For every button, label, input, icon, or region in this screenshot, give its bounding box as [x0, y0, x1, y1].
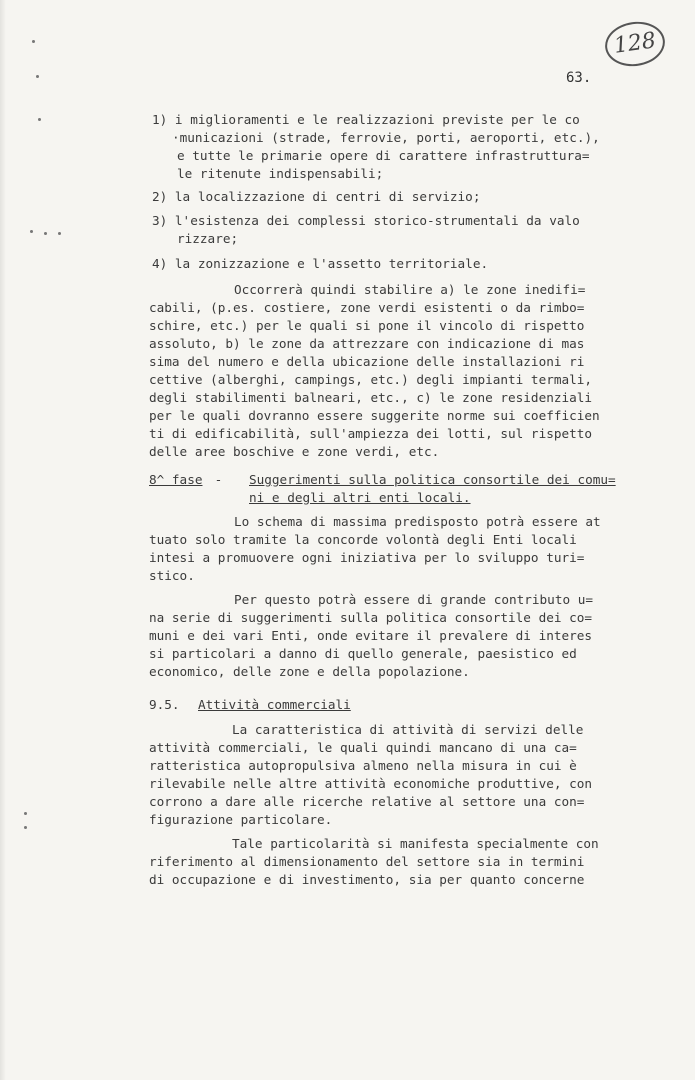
paragraph-1-line-7: degli stabilimenti balneari, etc., c) le zone residenziali — [149, 390, 593, 405]
paragraph-5-line-3: di occupazione e di investimento, sia per quanto concerne — [149, 872, 585, 887]
paragraph-4-line-5: corrono a dare alle ricerche relative al settore una con= — [149, 794, 585, 809]
phase-dash: - — [207, 472, 230, 487]
list-item-3-line-1: 3) l'esistenza dei complessi storico-strumentali da valo — [152, 213, 580, 228]
list-item-1-line-3: e tutte le primarie opere di carattere infrastruttura= — [177, 148, 590, 163]
paragraph-4-line-4: rilevabile nelle altre attività economiche produttive, con — [149, 776, 593, 791]
margin-dot — [32, 40, 35, 43]
paragraph-1-line-5: sima del numero e della ubicazione delle installazioni ri — [149, 354, 585, 369]
list-item-2: 2) la localizzazione di centri di servizio; — [152, 189, 481, 204]
paragraph-3-line-3: muni e dei vari Enti, onde evitare il prevalere di interes — [149, 628, 593, 643]
section-number: 9.5. — [149, 697, 180, 712]
margin-dot — [24, 812, 27, 815]
paragraph-2-line-1: Lo schema di massima predisposto potrà essere at — [234, 514, 601, 529]
paragraph-2-line-2: tuato solo tramite la concorde volontà degli Enti locali — [149, 532, 577, 547]
paragraph-4-line-2: attività commerciali, le quali quindi mancano di una ca= — [149, 740, 577, 755]
paragraph-1-line-6: cettive (alberghi, campings, etc.) degli impianti termali, — [149, 372, 593, 387]
paragraph-2-line-3: intesi a promuovere ogni iniziativa per lo sviluppo turi= — [149, 550, 585, 565]
phase-label: 8^ fase — [149, 472, 203, 487]
paragraph-4-line-6: figurazione particolare. — [149, 812, 333, 827]
paragraph-4-line-1: La caratteristica di attività di servizi delle — [232, 722, 584, 737]
paragraph-3-line-4: si particolari a danno di quello generale, paesistico ed — [149, 646, 577, 661]
page-stamp: 128 — [602, 18, 668, 70]
section-title: Attività commerciali — [198, 697, 351, 712]
paragraph-1-line-9: ti di edificabilità, sull'ampiezza dei lotti, sul rispetto — [149, 426, 593, 441]
paragraph-1-line-3: schire, etc.) per le quali si pone il vincolo di rispetto — [149, 318, 585, 333]
paragraph-1-line-4: assoluto, b) le zone da attrezzare con indicazione di mas — [149, 336, 585, 351]
paragraph-5-line-1: Tale particolarità si manifesta specialmente con — [232, 836, 599, 851]
margin-dot — [24, 826, 27, 829]
paragraph-1-line-1: Occorrerà quindi stabilire a) le zone inedifi= — [234, 282, 586, 297]
paragraph-5-line-2: riferimento al dimensionamento del settore sia in termini — [149, 854, 585, 869]
list-item-1-line-1: 1) i miglioramenti e le realizzazioni previste per le co — [152, 112, 580, 127]
list-item-1-line-4: le ritenute indispensabili; — [177, 166, 384, 181]
paragraph-4-line-3: ratteristica autopropulsiva almeno nella misura in cui è — [149, 758, 577, 773]
scan-edge-shadow — [0, 0, 6, 1080]
paragraph-3-line-5: economico, delle zone e della popolazione. — [149, 664, 470, 679]
paragraph-3-line-2: na serie di suggerimenti sulla politica consortile dei co= — [149, 610, 593, 625]
paragraph-1-line-2: cabili, (p.es. costiere, zone verdi esistenti o da rimbo= — [149, 300, 585, 315]
page-number: 63. — [566, 70, 592, 86]
paragraph-3-line-1: Per questo potrà essere di grande contributo u= — [234, 592, 594, 607]
margin-dot — [30, 230, 33, 233]
list-item-1-line-2: ·municazioni (strade, ferrovie, porti, aeroporti, etc.), — [172, 130, 600, 145]
phase-title-line-2: ni e degli altri enti locali. — [249, 490, 471, 505]
paragraph-1-line-10: delle aree boschive e zone verdi, etc. — [149, 444, 440, 459]
phase-title-line-1: Suggerimenti sulla politica consortile dei comu= — [249, 472, 616, 487]
margin-dot — [58, 232, 61, 235]
margin-dot — [36, 75, 39, 78]
list-item-4: 4) la zonizzazione e l'assetto territoriale. — [152, 256, 489, 271]
margin-dot — [44, 232, 47, 235]
list-item-3-line-2: rizzare; — [177, 231, 239, 246]
paragraph-1-line-8: per le quali dovranno essere suggerite norme sui coefficien — [149, 408, 600, 423]
margin-dot — [38, 118, 41, 121]
paragraph-2-line-4: stico. — [149, 568, 195, 583]
